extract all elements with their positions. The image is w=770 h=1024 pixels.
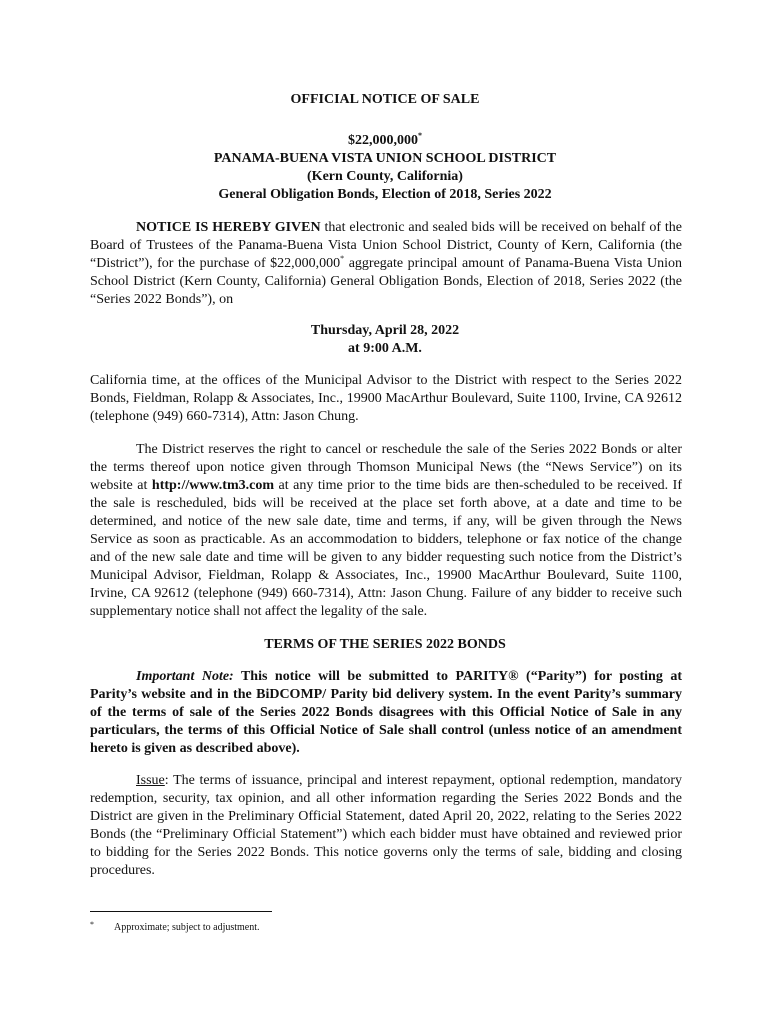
document-title: OFFICIAL NOTICE OF SALE [290, 92, 480, 107]
district-name: PANAMA-BUENA VISTA UNION SCHOOL DISTRICT [213, 151, 557, 166]
bond-series: General Obligation Bonds, Election of 2018, Series 2022 [218, 187, 552, 202]
terms-heading: TERMS OF THE SERIES 2022 BONDS [264, 637, 506, 652]
footnote-mark: * [90, 920, 94, 929]
footnote-divider [90, 911, 272, 912]
header-block [0, 132, 770, 204]
issue-paragraph: Issue: The terms of issuance, principal and interest repayment, optional redemption, mandatory redemption, security, tax opinion, and all other information regarding the Series 2022 Bonds and the District are given in the Preliminary Official Statement, dated April 20, 2022, relating to the Series 2022 Bonds (the “Preliminary Official Statement”) which each bidder must have obtained and reviewed prior to bidding for the Series 2022 Bonds. This notice governs only the terms of sale, bidding and closing procedures. [90, 773, 682, 878]
sale-day: Thursday, April 28, 2022 [310, 323, 460, 338]
location-paragraph: California time, at the offices of the Municipal Advisor to the District with respect to the Series 2022 Bonds, Fieldman, Rolapp & Associates, Inc., 19900 MacArthur Boulevard, Suite 1100, Irvine, CA 92612 (telephone (949) 660-7314), Attn: Jason Chung. [90, 373, 682, 424]
footnote [90, 918, 260, 935]
amount-footnote-mark: * [418, 131, 422, 140]
sale-date-block [0, 322, 770, 358]
intro-footnote-mark: * [340, 254, 345, 263]
intro-paragraph: NOTICE IS HEREBY GIVEN that electronic and sealed bids will be received on behalf of the Board of Trustees of the Panama-Buena Vista Union School District, County of Kern, California (the “District”), for the purchase of $22,000,000* aggregate principal amount of Panama-Buena Vista Union School District (Kern County, California) General Obligation Bonds, Election of 2018, Series 2022 (the “Series 2022 Bonds”), on [90, 220, 682, 307]
sale-time: at 9:00 A.M. [348, 341, 422, 356]
bond-amount: $22,000,000* [348, 131, 422, 148]
reserve-paragraph: The District reserves the right to cancel or reschedule the sale of the Series 2022 Bonds or alter the terms thereof upon notice given through Thomson Municipal News (the “News Service”) on its website at http://www.tm3.com at any time prior to the time bids are then-scheduled to be received. If the sale is rescheduled, bids will be received at the place set forth above, at a date and time to be determined, and notice of the new sale date, time and terms, if any, will be given through the News Service as soon as practicable. As an accommodation to bidders, telephone or fax notice of the change and of the new sale date and time will be given to any bidder requesting such notice from the District’s Municipal Advisor, Fieldman, Rolapp & Associates, Inc., 19900 MacArthur Boulevard, Suite 1100, Irvine, CA 92612 (telephone (949) 660-7314), Attn: Jason Chung. Failure of any bidder to receive such supplementary notice shall not affect the legality of the sale. [90, 442, 682, 619]
intro-lead: NOTICE IS HEREBY GIVEN [136, 220, 321, 235]
footnote-text: Approximate; subject to adjustment. [114, 922, 260, 933]
news-service-link[interactable]: http://www.tm3.com [151, 478, 275, 493]
important-note-label: Important Note: [136, 669, 234, 684]
important-note-paragraph: Important Note: This notice will be submitted to PARITY® (“Parity”) for posting at Parity’s website and in the BiDCOMP/ Parity bid delivery system. In the event Parity’s summary of the terms of sale of the Series 2022 Bonds disagrees with this Official Notice of Sale in any particulars, the terms of this Official Notice of Sale shall control (unless notice of an amendment hereto is given as described above). [90, 669, 682, 756]
issue-label: Issue [136, 773, 165, 788]
county-name: (Kern County, California) [307, 169, 463, 184]
